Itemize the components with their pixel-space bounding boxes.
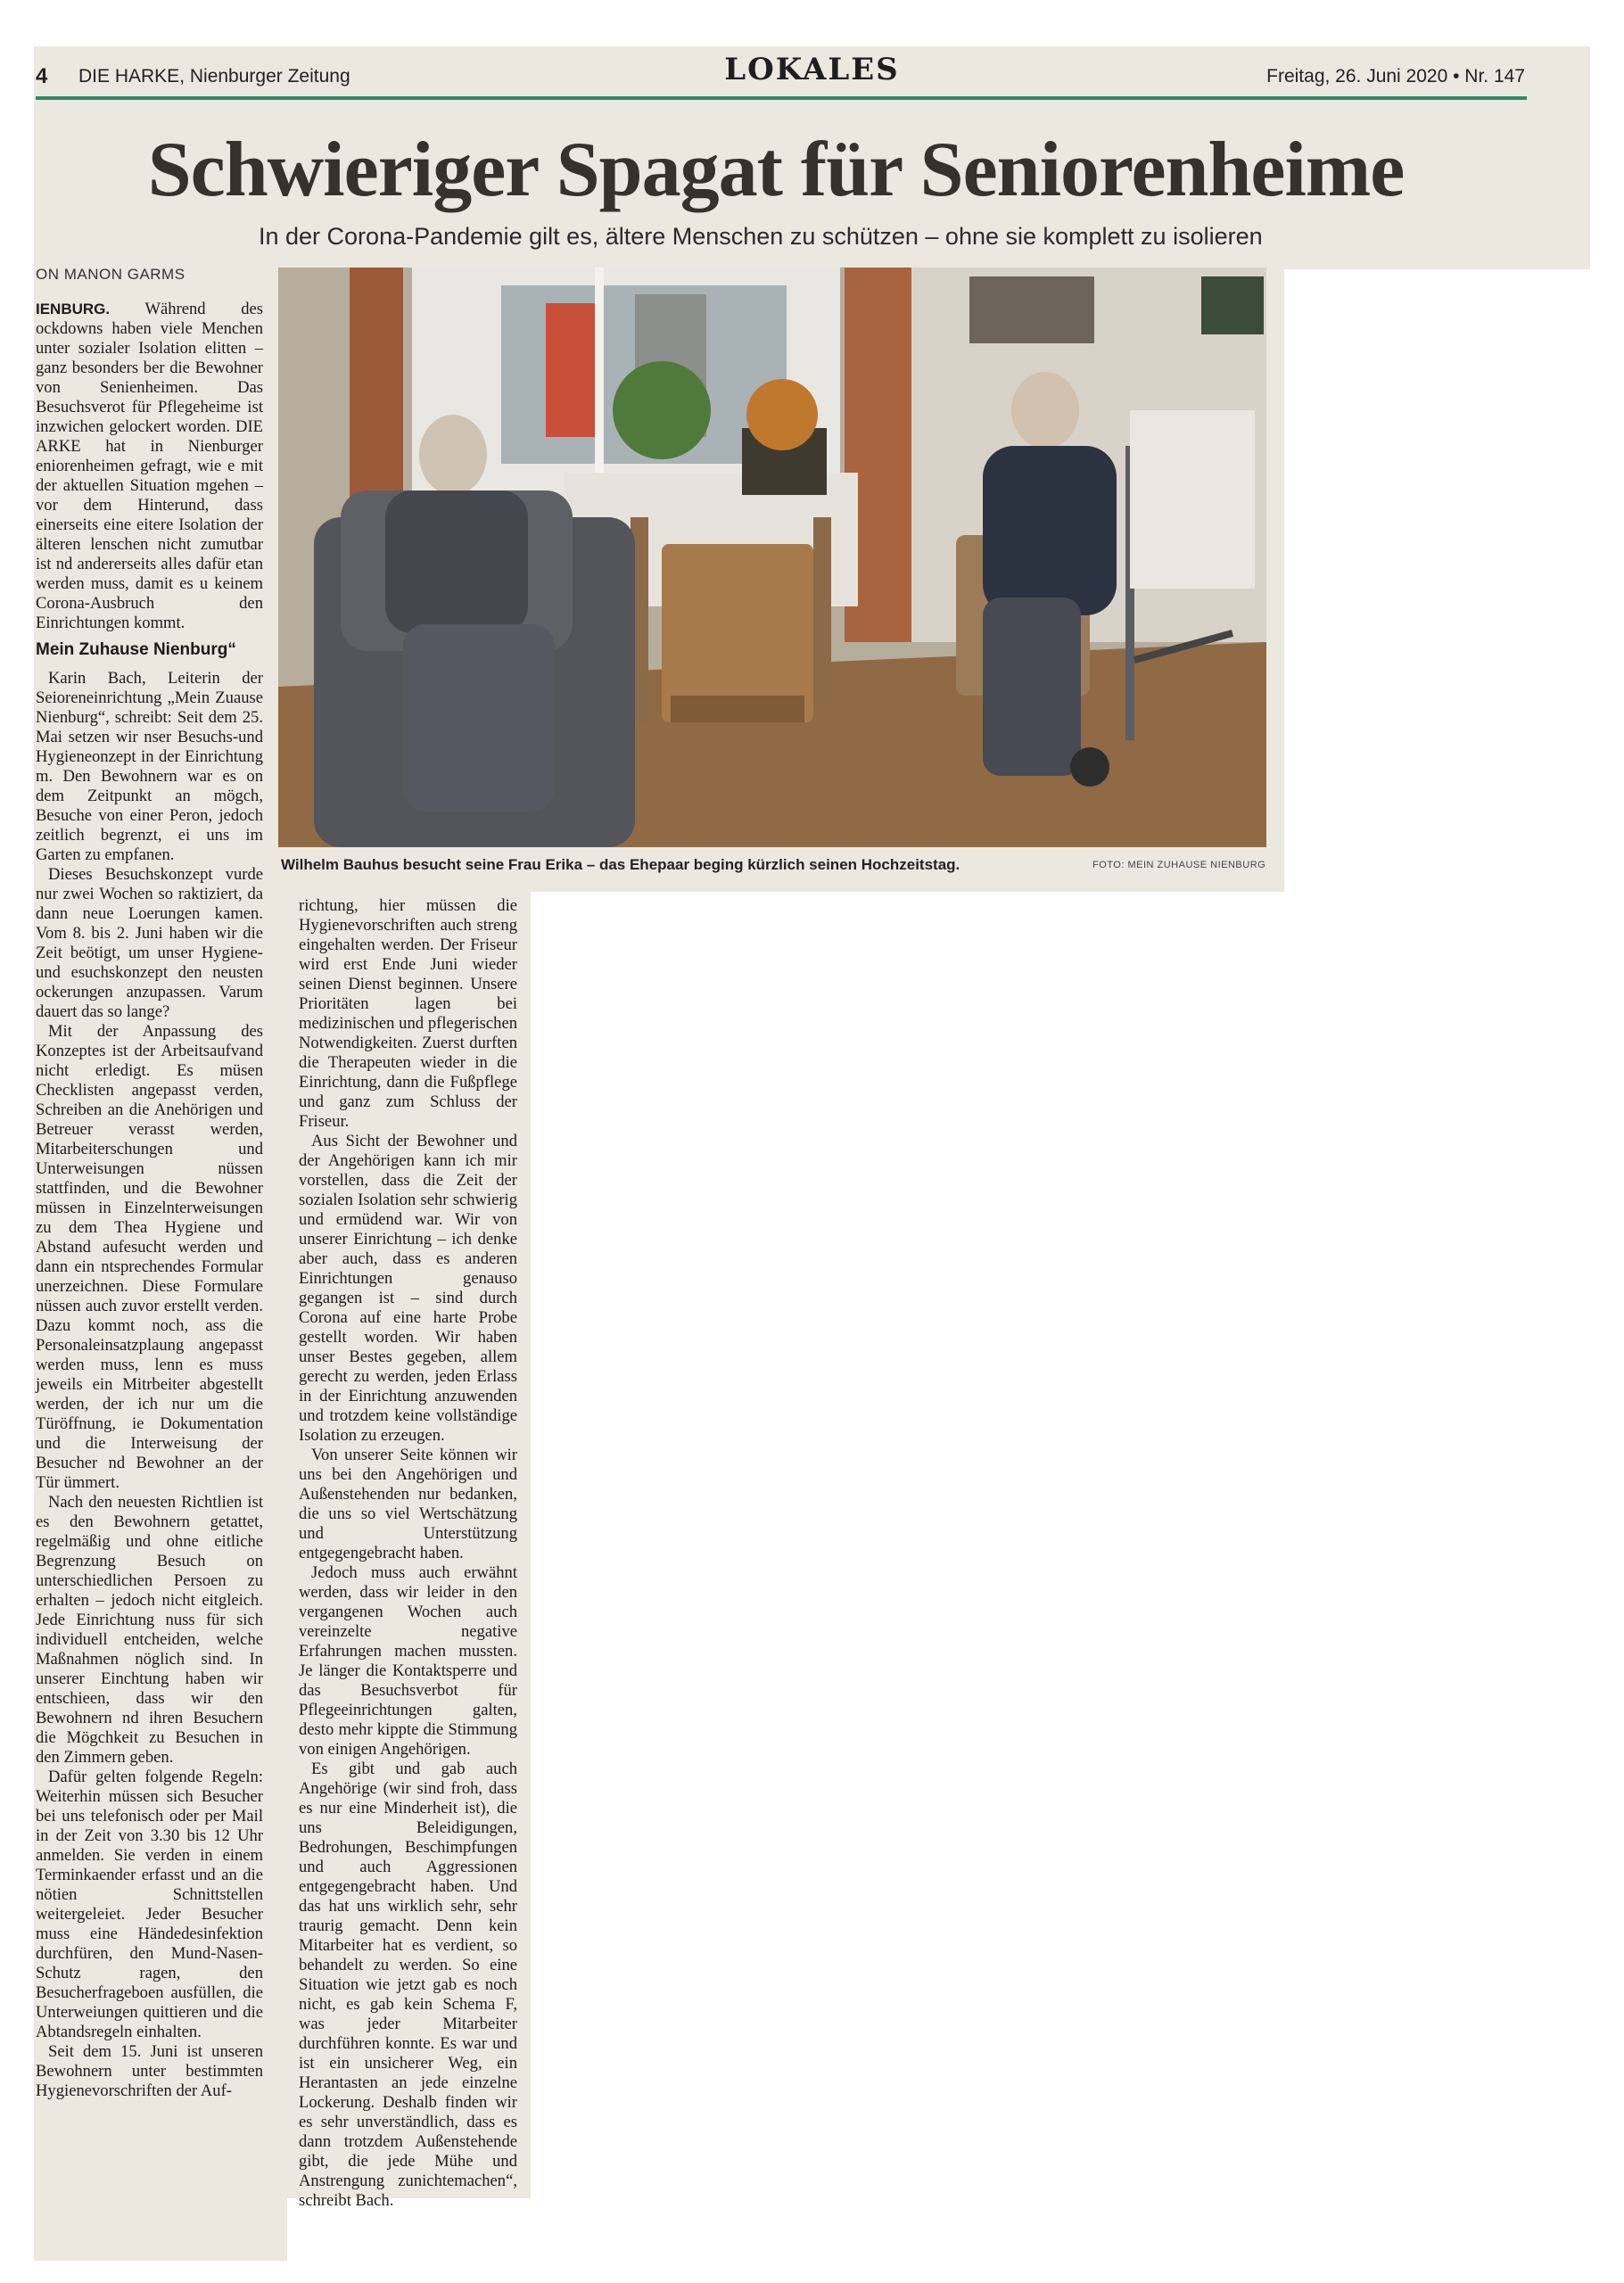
paragraph: Es gibt und gab auch Angehörige (wir sind froh, dass es nur eine Minderheit ist), die uns Beleidigungen, Bedrohungen, Beschimpfungen und auch Aggressionen entgegengebracht haben. Und das hat uns wirklich sehr, sehr traurig gemacht. Denn kein Mitarbeiter hat es verdient, so behandelt zu werden. So eine Situation wie jetzt gab es noch nicht, es gab kein Schema F, was jeder Mitarbeiter durchführen konnte. Es war und ist ein unsicherer Weg, ein Herantasten an jede einzelne Lockerung. Deshalb finden wir es sehr unverständlich, dass es dann trotzdem Außenstehende gibt, die jede Mühe und Anstrengung zunichtemachen“, schreibt Bach. bbox=[299, 1760, 517, 2210]
article-column-2 bbox=[299, 896, 517, 2210]
paragraph: Karin Bach, Leiterin der Seioreneinrichtung „Mein Zuause Nienburg“, schreibt: Seit dem 25. Mai setzen wir nser Besuchs-und Hygieneonzept in der Einrichtung m. Den Bewohnern war es on dem Zeitpunkt an mögch, Besuche von einer Peron, jedoch zeitlich begrenzt, ei uns im Garten zu empfanen. bbox=[36, 669, 263, 864]
article-photo bbox=[278, 268, 1266, 847]
section-title: LOKALES bbox=[724, 52, 900, 87]
header-rule bbox=[36, 96, 1527, 100]
paragraph: Mit der Anpassung des Konzeptes ist der Arbeitsaufvand nicht erledigt. Es müsen Checklisten angepasst verden, Schreiben an die Anehörigen und Betreuer verasst werden, Mitarbeiterschungen und Unterweisungen nüssen stattfinden, und die Bewohner müssen in Einzelnterweisungen zu dem Thea Hygiene und Abstand aufesucht werden und dann ein ntsprechendes Formular unerzeichnen. Diese Formulare nüssen auch zuvor erstellt verden. Dazu kommt noch, ass die Personaleinsatzplaung angepasst werden muss, lenn es muss jeweils ein Mitrbeiter abgestellt werden, der ich nur um die Türöffnung, ie Dokumentation und die Interweisung der Besucher nd Bewohner an der Tür ümmert. bbox=[36, 1022, 263, 1492]
paragraph: Seit dem 15. Juni ist unseren Bewohnern unter bestimmten Hygienevorschriften der Auf- bbox=[36, 2042, 263, 2100]
dateline: IENBURG. bbox=[36, 301, 111, 317]
paragraph: Aus Sicht der Bewohner und der Angehörigen kann ich mir vorstellen, dass die Zeit der sozialen Isolation sehr schwierig und ermüdend war. Wir von unserer Einrichtung – ich denke aber auch, dass es anderen Einrichtungen genauso gegangen ist – sind durch Corona auf eine harte Probe gestellt worden. Wir haben unser Bestes gegeben, allem gerecht zu werden, jeden Erlass in der Einrichtung anzuwenden und trotzdem keine vollständige Isolation zu erzeugen. bbox=[299, 1132, 517, 1445]
byline: ON MANON GARMS bbox=[36, 266, 185, 283]
photo-credit: FOTO: MEIN ZUHAUSE NIENBURG bbox=[1092, 860, 1266, 870]
page-number: 4 bbox=[36, 64, 48, 88]
paragraph-text: Während des ockdowns haben viele Menchen unter sozialer Isolation elitten – ganz besonders ber die Bewohner von Senienheimen. Das Besuchsverot für Pflegeheime ist inzwichen gelockert worden. DIE ARKE hat in Nienburger eniorenheimen gefragt, wie e mit der aktuellen Situation mgehen – vor dem Hinterund, dass einerseits eine eitere Isolation der älteren lenschen nicht zumutbar ist nd andererseits alles dafür etan werden muss, damit es u keinem Corona-Ausbruch den Einrichtungen kommt. bbox=[36, 300, 264, 632]
paragraph: Nach den neuesten Richtlien ist es den Bewohnern getattet, regelmäßig und ohne eitliche Begrenzung Besuch on unterschiedlichen Persoen zu erhalten – jedoch nicht eitgleich. Jede Einrichtung nuss für sich individuell entcheiden, welche Maßnahmen nöglich sind. In unserer Einchtung haben wir entschieen, dass wir den Bewohnern nd ihren Besuchern die Mögchkeit zu Besuchen in den Zimmern geben. bbox=[36, 1493, 263, 1767]
paragraph: Jedoch muss auch erwähnt werden, dass wir leider in den vergangenen Wochen auch vereinzelte negative Erfahrungen machen mussten. Je länger die Kontaktsperre und das Besuchsverbot für Pflegeeinrichtungen galten, desto mehr kippte die Stimmung von einigen Angehörigen. bbox=[299, 1563, 517, 1759]
issue-date: Freitag, 26. Juni 2020 • Nr. 147 bbox=[1266, 66, 1525, 87]
photo-caption: Wilhelm Bauhus besucht seine Frau Erika – das Ehepaar beging kürzlich seinen Hochzeitstag. bbox=[281, 856, 960, 873]
paragraph: Dafür gelten folgende Regeln: Weiterhin müssen sich Besucher bei uns telefonisch oder per Mail in der Zeit von 3.30 bis 12 Uhr anmelden. Sie verden in einem Terminkaender erfasst und an die nötien Schnittstellen weitergeleiet. Jeder Besucher muss eine Händedesinfektion durchfüren, den Mund-Nasen-Schutz ragen, den Besucherfrageboen ausfüllen, die Unterweiungen quittieren und die Abtandsregeln einhalten. bbox=[36, 1768, 263, 2041]
subhead: Mein Zuhause Nienburg“ bbox=[36, 640, 236, 659]
paragraph: Dieses Besuchskonzept vurde nur zwei Wochen so raktiziert, da dann neue Loerungen kamen. Vom 8. bis 2. Juni haben wir die Zeit beötigt, um unser Hygiene-und esuchskonzept den neusten ockerungen anzupassen. Varum dauert das so lange? bbox=[36, 865, 263, 1021]
paragraph: Von unserer Seite können wir uns bei den Angehörigen und Außenstehenden nur bedanken, die uns so viel Wertschätzung und Unterstützung entgegengebracht haben. bbox=[299, 1446, 517, 1562]
subheadline: In der Corona-Pandemie gilt es, ältere Menschen zu schützen – ohne sie komplett zu isolieren bbox=[259, 223, 1263, 250]
article-column-1 bbox=[36, 300, 263, 2242]
paragraph: richtung, hier müssen die Hygienevorschriften auch streng eingehalten werden. Der Friseur wird erst Ende Juni wieder seinen Dienst beginnen. Unsere Prioritäten lagen bei medizinischen und pflegerischen Notwendigkeiten. Zuerst durften die Therapeuten wieder in die Einrichtung, dann die Fußpflege und ganz zum Schluss der Friseur. bbox=[299, 896, 517, 1131]
photo-illustration bbox=[278, 268, 1266, 847]
newspaper-name: DIE HARKE, Nienburger Zeitung bbox=[78, 66, 350, 87]
headline: Schwieriger Spagat für Seniorenheime bbox=[147, 127, 1405, 213]
paragraph bbox=[36, 300, 263, 633]
